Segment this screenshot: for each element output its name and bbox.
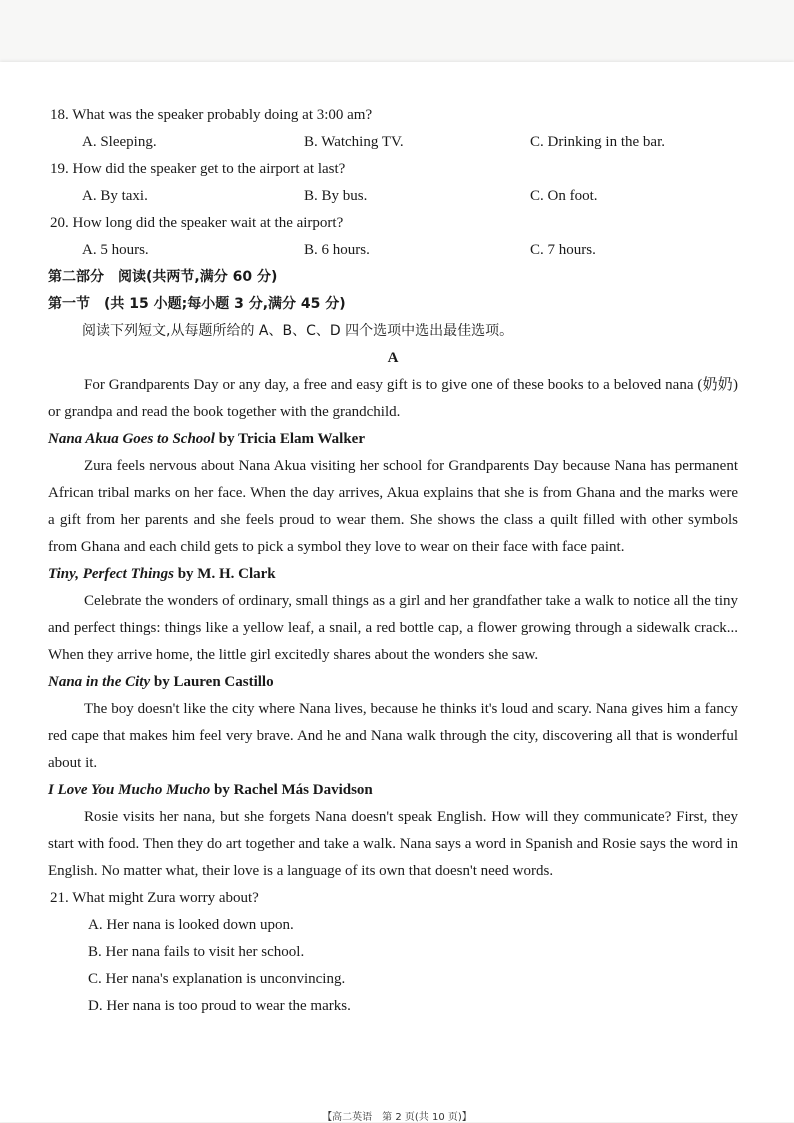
book-description: Rosie visits her nana, but she forgets Nana doesn't speak English. How will they communicate? First, they start with food. Then they do art together and take a walk. Nana says a word in Spanish and Rosie says the word in English. No matter what, their love is a language of its own that doesn't need words. [48, 809, 738, 879]
question-options [48, 183, 738, 210]
option-a: A. By taxi. [82, 188, 148, 204]
option-a: A. Sleeping. [82, 134, 157, 150]
book-description: Zura feels nervous about Nana Akua visiting her school for Grandparents Day because Nana has permanent African tribal marks on her face. When the day arrives, Akua explains that she is from Ghana and the marks were a gift from her parents and she feels proud to wear them. She shows the class a quilt filled with other symbols from Ghana and each child gets to pick a symbol they love to wear on their face with face paint. [48, 458, 738, 555]
book-title-line [48, 426, 738, 453]
reading-instruction: 阅读下列短文,从每题所给的 A、B、C、D 四个选项中选出最佳选项。 [82, 323, 514, 339]
book-author: by Tricia Elam Walker [218, 431, 365, 447]
passage-label: A [387, 350, 399, 366]
part2-header: 第二部分 阅读(共两节,满分 60 分) [48, 269, 278, 285]
choice-d: D. Her nana is too proud to wear the marks. [88, 998, 351, 1014]
book-author: by Lauren Castillo [153, 674, 274, 690]
book-title: Tiny, Perfect Things [48, 566, 174, 582]
book-title-line [48, 669, 738, 696]
option-c: C. Drinking in the bar. [530, 134, 665, 150]
book-description: Celebrate the wonders of ordinary, small things as a girl and her grandfather take a walk to notice all the tiny and perfect things: things like a yellow leaf, a snail, a red bottle cap, a flower growing through a sidewalk crack... When they arrive home, the little girl excitedly shares about the wonders she saw. [48, 593, 738, 663]
option-c: C. 7 hours. [530, 242, 596, 258]
question-stem: 21. What might Zura worry about? [50, 890, 259, 906]
book-author: by M. H. Clark [177, 566, 276, 582]
choice-c: C. Her nana's explanation is unconvincing. [88, 971, 346, 987]
question-stem: 19. How did the speaker get to the airport at last? [50, 161, 346, 177]
book-title: Nana Akua Goes to School [48, 431, 215, 447]
question-stem: 18. What was the speaker probably doing at 3:00 am? [50, 107, 373, 123]
passage-intro: For Grandparents Day or any day, a free and easy gift is to give one of these books to a beloved nana (奶奶) or grandpa and read the book together with the grandchild. [48, 377, 738, 420]
option-c: C. On foot. [530, 188, 598, 204]
listening-question-19 [48, 156, 738, 210]
question-options [48, 237, 738, 264]
reading-question-21 [48, 885, 738, 1020]
page-footer: 【高二英语 第 2 页(共 10 页)】 [322, 1112, 472, 1123]
book-title: Nana in the City [48, 674, 151, 690]
scan-top-margin [0, 0, 794, 62]
section1-header: 第一节 (共 15 小题;每小题 3 分,满分 45 分) [48, 296, 346, 312]
question-options [48, 129, 738, 156]
question-stem: 20. How long did the speaker wait at the airport? [50, 215, 344, 231]
book-title-line [48, 777, 738, 804]
option-b: B. 6 hours. [304, 242, 370, 258]
choice-b: B. Her nana fails to visit her school. [88, 944, 305, 960]
book-entry [48, 561, 738, 669]
book-entry [48, 669, 738, 777]
option-b: B. By bus. [304, 188, 368, 204]
book-entry [48, 426, 738, 561]
book-entry [48, 777, 738, 885]
choice-a: A. Her nana is looked down upon. [88, 917, 294, 933]
option-a: A. 5 hours. [82, 242, 149, 258]
exam-content [48, 102, 738, 1020]
book-author: by Rachel Más Davidson [214, 782, 373, 798]
option-b: B. Watching TV. [304, 134, 404, 150]
book-title: I Love You Mucho Mucho [48, 782, 211, 798]
listening-question-18 [48, 102, 738, 156]
book-description: The boy doesn't like the city where Nana lives, because he thinks it's loud and scary. Nana gives him a fancy red cape that makes him feel very brave. And he and Nana walk through the city, discovering all that is wonderful about it. [48, 701, 738, 771]
book-title-line [48, 561, 738, 588]
listening-question-20 [48, 210, 738, 264]
